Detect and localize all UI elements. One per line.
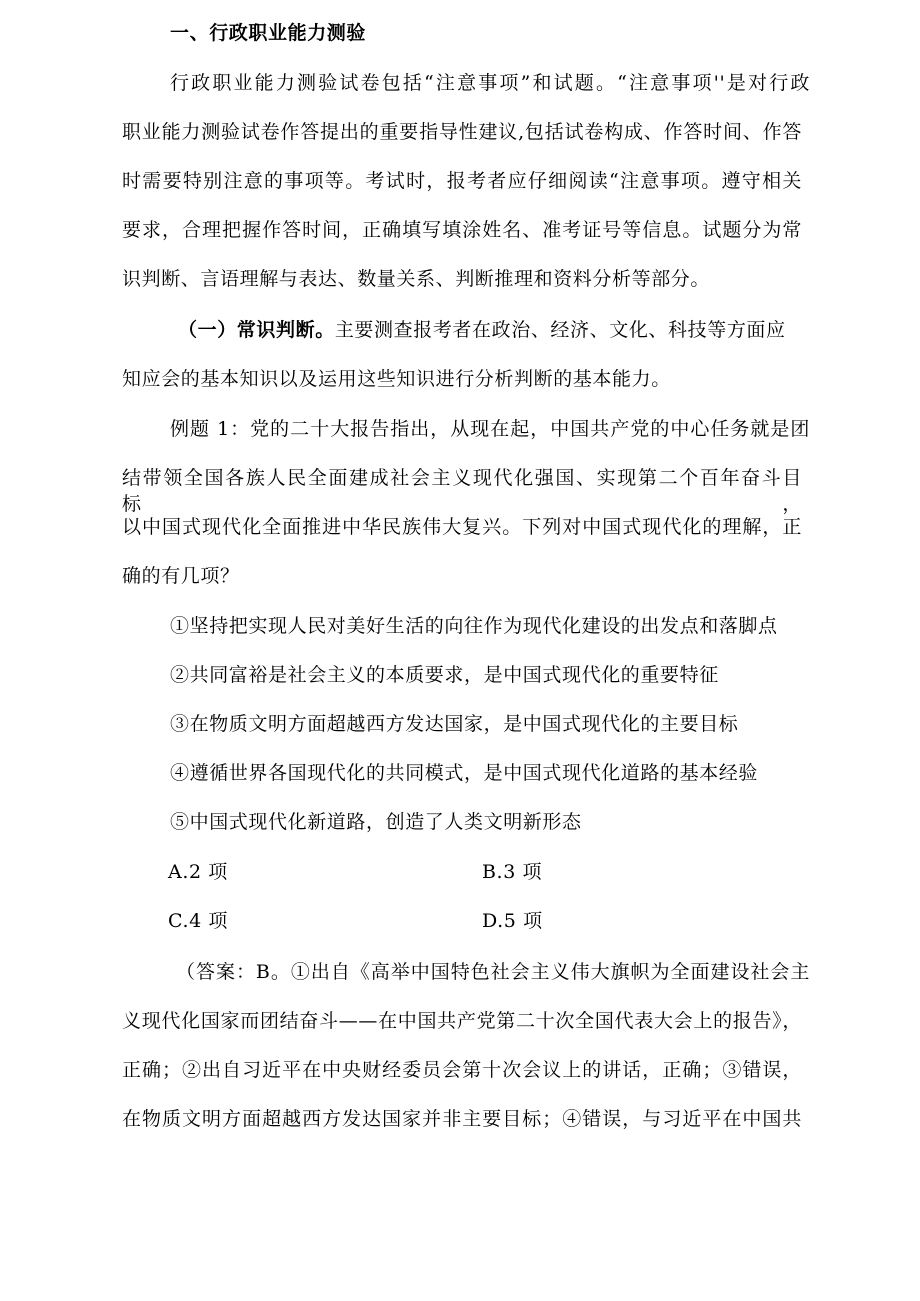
subsection-title: （一）常识判断。 — [178, 319, 335, 341]
option-b: B.3 项 — [482, 861, 543, 883]
section-title: 一、行政职业能力测验 — [170, 22, 367, 44]
answer-line-3: 正确；②出自习近平在中央财经委员会第十次会议上的讲话，正确；③错误， — [122, 1059, 802, 1081]
option-d: D.5 项 — [482, 910, 543, 932]
statement-3: ③在物质文明方面超越西方发达国家，是中国式现代化的主要目标 — [170, 713, 739, 735]
option-a: A.2 项 — [168, 861, 228, 883]
example-line-3: 以中国式现代化全面推进中华民族伟大复兴。下列对中国式现代化的理解，正 — [122, 516, 802, 538]
intro-line-4: 要求，合理把握作答时间，正确填写填涂姓名、准考证号等信息。试题分为常 — [122, 219, 802, 241]
option-c: C.4 项 — [168, 910, 229, 932]
answer-line-2: 义现代化国家而团结奋斗——在中国共产党第二十次全国代表大会上的报告》， — [122, 1010, 802, 1032]
intro-line-5: 识判断、言语理解与表达、数量关系、判断推理和资料分析等部分。 — [122, 268, 711, 290]
statement-5: ⑤中国式现代化新道路，创造了人类文明新形态 — [170, 811, 582, 833]
example-line-1: 例题 1：党的二十大报告指出，从现在起，中国共产党的中心任务就是团 — [170, 418, 810, 440]
answer-line-1: （答案：B。①出自《高举中国特色社会主义伟大旗帜为全面建设社会主 — [176, 961, 810, 983]
statement-4: ④遵循世界各国现代化的共同模式，是中国式现代化道路的基本经验 — [170, 762, 759, 784]
subsection-text: 主要测查报考者在政治、经济、文化、科技等方面应 — [334, 319, 786, 341]
example-line-4: 确的有几项？ — [122, 565, 240, 587]
example-line-2: 结带领全国各族人民全面建成社会主义现代化强国、实现第二个百年奋斗目标， — [122, 467, 802, 515]
intro-line-3: 时需要特别注意的事项等。考试时，报考者应仔细阅读“注意事项。遵守相关 — [122, 170, 802, 192]
intro-line-1: 行政职业能力测验试卷包括“注意事项”和试题。“注意事项''是对行政 — [170, 72, 810, 94]
answer-line-4: 在物质文明方面超越西方发达国家并非主要目标；④错误，与习近平在中国共 — [122, 1108, 802, 1130]
statement-1: ①坚持把实现人民对美好生活的向往作为现代化建设的出发点和落脚点 — [170, 615, 778, 637]
intro-line-2: 职业能力测验试卷作答提出的重要指导性建议,包括试卷构成、作答时间、作答 — [122, 121, 802, 143]
subsection-line-2: 知应会的基本知识以及运用这些知识进行分析判断的基本能力。 — [122, 368, 671, 390]
subsection-line-1 — [178, 317, 818, 343]
statement-2: ②共同富裕是社会主义的本质要求，是中国式现代化的重要特征 — [170, 664, 719, 686]
